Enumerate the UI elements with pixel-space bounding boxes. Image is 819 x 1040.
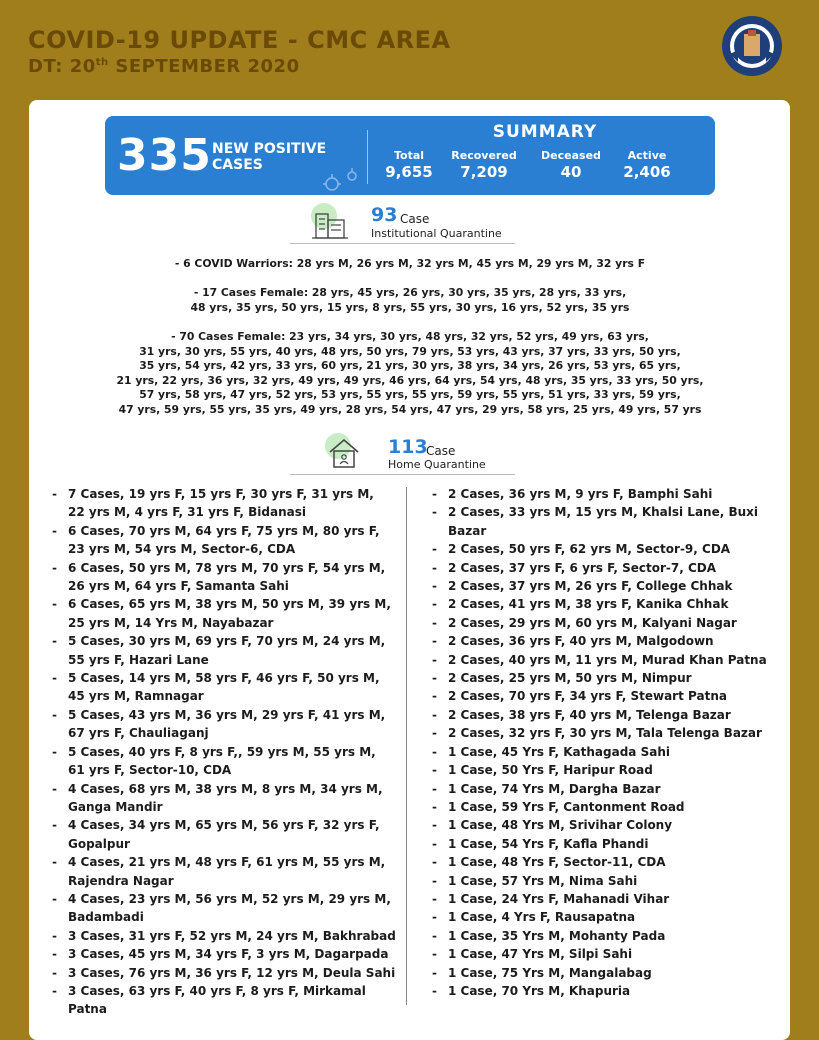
institutional-case-word: Case — [400, 212, 430, 226]
list-item: - 4 Cases, 68 yrs M, 38 yrs M, 8 yrs M, 34 yrs M, Ganga Mandir — [52, 780, 402, 817]
summary-banner — [105, 116, 715, 195]
list-item: - 1 Case, 57 Yrs M, Nima Sahi — [432, 872, 782, 890]
paragraph-line: 48 yrs, 35 yrs, 50 yrs, 15 yrs, 8 yrs, 55 yrs, 30 yrs, 16 yrs, 52 yrs, 35 yrs — [190, 300, 630, 314]
stat-total — [369, 149, 449, 181]
list-item: - 1 Case, 59 Yrs F, Cantonment Road — [432, 798, 782, 816]
stat-value: 40 — [560, 163, 582, 181]
paragraph-line: 35 yrs, 54 yrs, 42 yrs, 33 yrs, 60 yrs, 21 yrs, 30 yrs, 38 yrs, 34 yrs, 26 yrs, 53 yrs, 65 yrs, — [139, 359, 681, 373]
stat-label: Active — [627, 149, 667, 162]
list-item: - 2 Cases, 32 yrs F, 30 yrs M, Tala Telenga Bazar — [432, 724, 782, 742]
home-count: 113 — [388, 436, 428, 458]
list-item: - 3 Cases, 45 yrs M, 34 yrs F, 3 yrs M, Dagarpada — [52, 945, 402, 963]
list-item: - 5 Cases, 30 yrs M, 69 yrs F, 70 yrs M, 24 yrs M, 55 yrs F, Hazari Lane — [52, 632, 402, 669]
new-positive-count: 335 — [117, 130, 212, 181]
list-item: - 5 Cases, 14 yrs M, 58 yrs F, 46 yrs F, 50 yrs M, 45 yrs M, Ramnagar — [52, 669, 402, 706]
list-item: - 1 Case, 75 Yrs M, Mangalabag — [432, 964, 782, 982]
stat-value: 7,209 — [460, 163, 508, 181]
paragraph-line: 47 yrs, 59 yrs, 55 yrs, 35 yrs, 49 yrs, 28 yrs, 54 yrs, 47 yrs, 29 yrs, 58 yrs, 25 yrs, 49 yrs, 57 yrs — [118, 402, 702, 416]
virus-icon — [317, 166, 367, 195]
stat-recovered — [444, 149, 524, 181]
stat-deceased — [531, 149, 611, 181]
building-icon — [310, 202, 350, 242]
institutional-subtitle: Institutional Quarantine — [371, 227, 502, 240]
section-underline — [290, 243, 515, 244]
section-underline — [290, 474, 515, 475]
list-item: - 5 Cases, 40 yrs F, 8 yrs F,, 59 yrs M, 55 yrs M, 61 yrs F, Sector-10, CDA — [52, 743, 402, 780]
paragraph-line: 21 yrs, 22 yrs, 36 yrs, 32 yrs, 49 yrs, 49 yrs, 46 yrs, 64 yrs, 54 yrs, 48 yrs, 35 yrs, 33 yrs, 50 yrs, — [116, 373, 704, 387]
paragraph-line: 57 yrs, 58 yrs, 47 yrs, 52 yrs, 53 yrs, 55 yrs, 55 yrs, 59 yrs, 55 yrs, 51 yrs, 33 yrs, 59 yrs, — [139, 388, 681, 402]
list-item: - 2 Cases, 37 yrs M, 26 yrs F, College Chhak — [432, 577, 782, 595]
stat-label: Recovered — [451, 149, 517, 162]
list-item: - 3 Cases, 31 yrs F, 52 yrs M, 24 yrs M, Bakhrabad — [52, 927, 402, 945]
list-item: - 6 Cases, 65 yrs M, 38 yrs M, 50 yrs M, 39 yrs M, 25 yrs M, 14 Yrs M, Nayabazar — [52, 595, 402, 632]
list-item: - 1 Case, 24 Yrs F, Mahanadi Vihar — [432, 890, 782, 908]
stat-value: 2,406 — [623, 163, 671, 181]
list-item: - 1 Case, 74 Yrs M, Dargha Bazar — [432, 780, 782, 798]
date-suffix: th — [95, 57, 109, 68]
home-icon — [324, 432, 364, 472]
home-subtitle: Home Quarantine — [388, 458, 486, 471]
list-item: - 1 Case, 35 Yrs M, Mohanty Pada — [432, 927, 782, 945]
stat-label: Deceased — [541, 149, 601, 162]
list-item: - 3 Cases, 63 yrs F, 40 yrs F, 8 yrs F, Mirkamal Patna — [52, 982, 402, 1019]
stat-value: 9,655 — [385, 163, 433, 181]
list-item: - 2 Cases, 38 yrs F, 40 yrs M, Telenga Bazar — [432, 706, 782, 724]
summary-title: SUMMARY — [492, 122, 598, 142]
date-rest: SEPTEMBER 2020 — [108, 56, 300, 77]
list-item: - 5 Cases, 43 yrs M, 36 yrs M, 29 yrs F, 41 yrs M, 67 yrs F, Chauliaganj — [52, 706, 402, 743]
list-item: - 4 Cases, 34 yrs M, 65 yrs M, 56 yrs F, 32 yrs F, Gopalpur — [52, 816, 402, 853]
column-divider — [406, 487, 407, 1005]
female-17-paragraph — [60, 286, 760, 315]
list-item: - 2 Cases, 36 yrs F, 40 yrs M, Malgodown — [432, 632, 782, 650]
stat-label: Total — [393, 149, 425, 162]
paragraph-line: - 17 Cases Female: 28 yrs, 45 yrs, 26 yrs, 30 yrs, 35 yrs, 28 yrs, 33 yrs, — [193, 286, 627, 299]
list-item: - 1 Case, 47 Yrs M, Silpi Sahi — [432, 945, 782, 963]
list-item: - 2 Cases, 29 yrs M, 60 yrs M, Kalyani Nagar — [432, 614, 782, 632]
stat-active — [607, 149, 687, 181]
list-item: - 4 Cases, 21 yrs M, 48 yrs F, 61 yrs M, 55 yrs M, Rajendra Nagar — [52, 853, 402, 890]
date-prefix: DT: 20 — [28, 56, 96, 77]
paragraph-line: - 6 COVID Warriors: 28 yrs M, 26 yrs M, 32 yrs M, 45 yrs M, 29 yrs M, 32 yrs F — [174, 257, 646, 270]
new-positive-label-line2: CASES — [212, 157, 263, 173]
list-item: - 1 Case, 48 Yrs M, Srivihar Colony — [432, 816, 782, 834]
municipal-corporation-logo — [720, 14, 784, 78]
report-date — [28, 56, 300, 77]
list-item: - 2 Cases, 50 yrs F, 62 yrs M, Sector-9, CDA — [432, 540, 782, 558]
list-item: - 7 Cases, 19 yrs F, 15 yrs F, 30 yrs F, 31 yrs M, 22 yrs M, 4 yrs F, 31 yrs F, Bidanasi — [52, 485, 402, 522]
paragraph-line: 31 yrs, 30 yrs, 55 yrs, 40 yrs, 48 yrs, 50 yrs, 79 yrs, 53 yrs, 43 yrs, 37 yrs, 33 yrs, 50 yrs, — [139, 344, 681, 358]
list-item: - 1 Case, 4 Yrs F, Rausapatna — [432, 908, 782, 926]
list-item: - 3 Cases, 76 yrs M, 36 yrs F, 12 yrs M, Deula Sahi — [52, 964, 402, 982]
list-item: - 2 Cases, 25 yrs M, 50 yrs M, Nimpur — [432, 669, 782, 687]
page-title: COVID-19 UPDATE - CMC AREA — [28, 26, 451, 54]
list-item: - 4 Cases, 23 yrs M, 56 yrs M, 52 yrs M, 29 yrs M, Badambadi — [52, 890, 402, 927]
list-item: - 2 Cases, 36 yrs M, 9 yrs F, Bamphi Sahi — [432, 485, 782, 503]
female-70-paragraph — [60, 330, 760, 418]
list-item: - 6 Cases, 70 yrs M, 64 yrs F, 75 yrs M, 80 yrs F, 23 yrs M, 54 yrs M, Sector-6, CDA — [52, 522, 402, 559]
banner-divider — [367, 130, 368, 184]
list-item: - 1 Case, 45 Yrs F, Kathagada Sahi — [432, 743, 782, 761]
home-list-left — [52, 485, 402, 1019]
paragraph-line: - 70 Cases Female: 23 yrs, 34 yrs, 30 yrs, 48 yrs, 32 yrs, 52 yrs, 49 yrs, 63 yrs, — [171, 330, 649, 343]
list-item: - 1 Case, 54 Yrs F, Kafla Phandi — [432, 835, 782, 853]
list-item: - 6 Cases, 50 yrs M, 78 yrs M, 70 yrs F, 54 yrs M, 26 yrs M, 64 yrs F, Samanta Sahi — [52, 559, 402, 596]
list-item: - 2 Cases, 40 yrs M, 11 yrs M, Murad Khan Patna — [432, 651, 782, 669]
list-item: - 2 Cases, 70 yrs F, 34 yrs F, Stewart Patna — [432, 687, 782, 705]
list-item: - 2 Cases, 33 yrs M, 15 yrs M, Khalsi Lane, Buxi Bazar — [432, 503, 782, 540]
home-case-word: Case — [426, 444, 456, 458]
list-item: - 1 Case, 70 Yrs M, Khapuria — [432, 982, 782, 1000]
covid-warriors-paragraph — [60, 257, 760, 272]
list-item: - 1 Case, 50 Yrs F, Haripur Road — [432, 761, 782, 779]
list-item: - 2 Cases, 37 yrs F, 6 yrs F, Sector-7, CDA — [432, 559, 782, 577]
list-item: - 1 Case, 48 Yrs F, Sector-11, CDA — [432, 853, 782, 871]
new-positive-label-line1: NEW POSITIVE — [212, 141, 327, 157]
institutional-count: 93 — [371, 204, 398, 226]
list-item: - 2 Cases, 41 yrs M, 38 yrs F, Kanika Chhak — [432, 595, 782, 613]
home-list-right — [432, 485, 782, 1000]
